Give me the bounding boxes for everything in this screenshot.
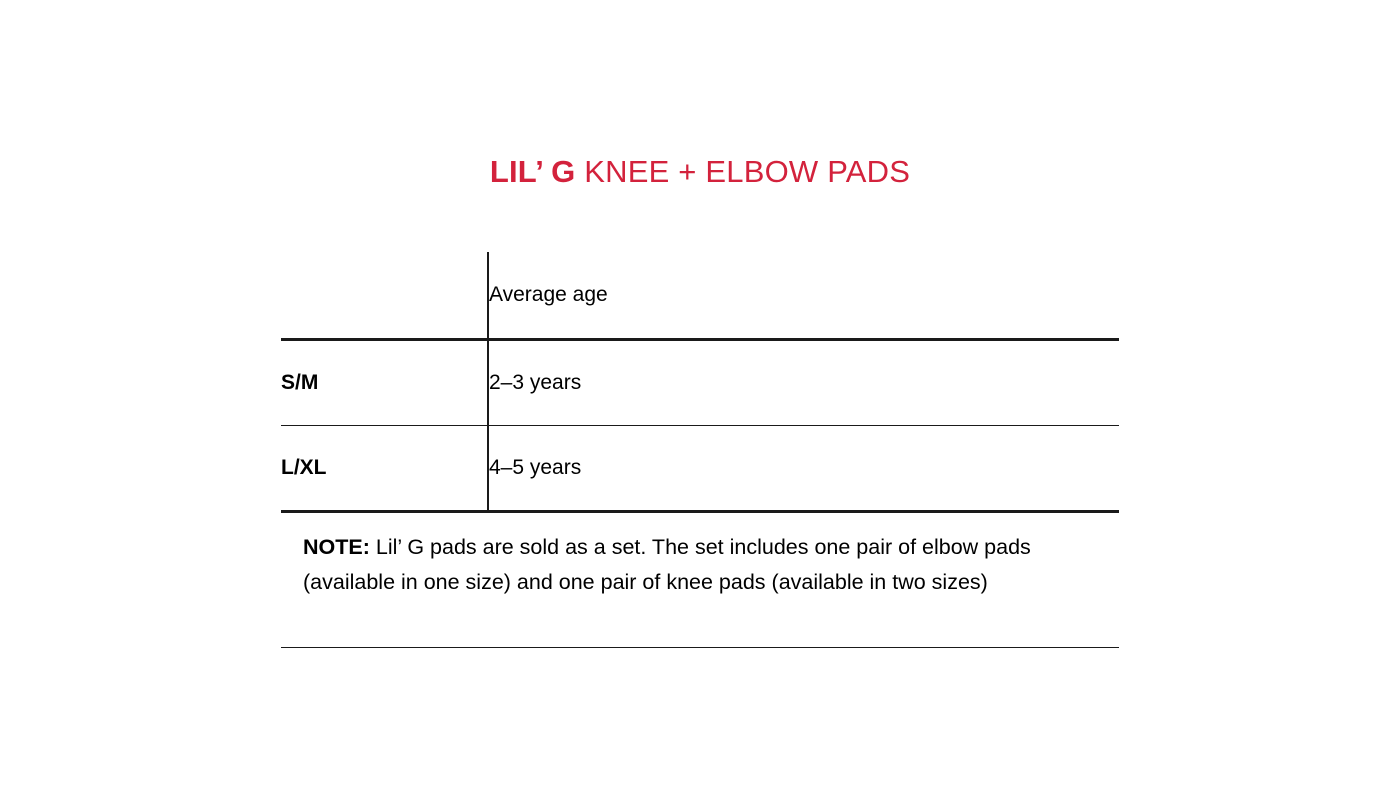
page-title-brand: LIL’ G: [489, 154, 576, 189]
table-row: [281, 426, 1119, 512]
note-bottom-divider: [281, 647, 1119, 648]
table-header-empty-cell: [281, 252, 488, 340]
age-value-lxl: 4–5 years: [488, 426, 1119, 512]
size-table: [281, 252, 1119, 513]
table-header-average-age: Average age: [488, 252, 1119, 340]
size-label-lxl: L/XL: [281, 426, 488, 512]
table-header-row: [281, 252, 1119, 340]
note-block: [303, 530, 1103, 599]
age-value-sm: 2–3 years: [488, 340, 1119, 426]
size-label-sm: S/M: [281, 340, 488, 426]
note-text: Lil’ G pads are sold as a set. The set includes one pair of elbow pads (available in one size) and one pair of knee pads (available in two sizes): [303, 535, 1031, 594]
page-title: [0, 152, 1400, 192]
size-table-wrapper: [281, 252, 1119, 513]
table-row: [281, 340, 1119, 426]
note-label: NOTE:: [303, 535, 370, 559]
page-title-rest: KNEE + ELBOW PADS: [575, 154, 911, 189]
